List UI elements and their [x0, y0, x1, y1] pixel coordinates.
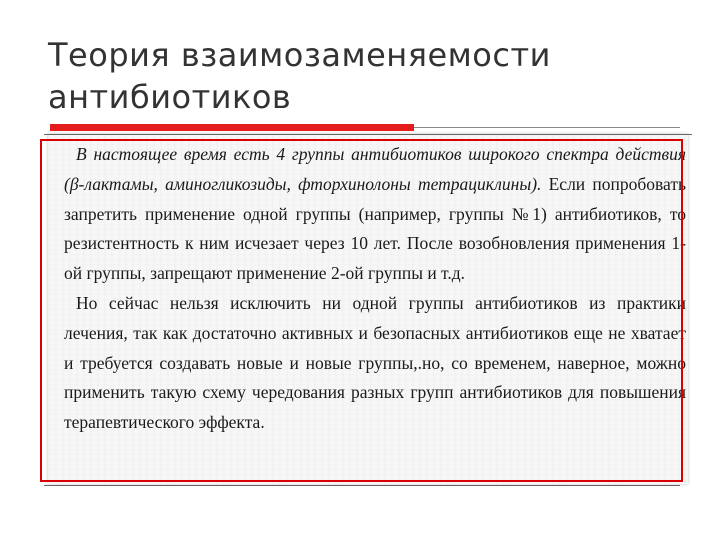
title-divider-line [414, 127, 680, 128]
scan-edge-bottom [44, 485, 680, 486]
highlight-frame [40, 139, 683, 482]
paragraph-groups-rest: Если попробовать запретить применение одной группы (например, группы №1) антибиотиков, то резистентность к ним исчезает через 10 лет. После возобновления применения 1-ой группы, запрещают применение 2-ой группы и т.д. [64, 173, 686, 284]
paragraph-practice: Но сейчас нельзя исключить ни одной группы антибиотиков из практики лечения, так как достаточно активных и безопасных антибиотиков еще не хватает и требуется создавать новые и новые группы,.но, со временем, наверное, можно применить такую схему чередования разных групп антибиотиков для повышения терапевтического эффекта. [64, 292, 686, 433]
title-accent-bar [50, 124, 414, 131]
scan-edge-top [44, 134, 692, 135]
paragraph-groups-italic: В настоящее время есть 4 группы антибиотиков широкого спектра действия (β-лактамы, аминогликозиды, фторхинолоны тетрациклины). [64, 144, 686, 194]
slide-title: Теория взаимозаменяемости антибиотиков [48, 36, 551, 116]
